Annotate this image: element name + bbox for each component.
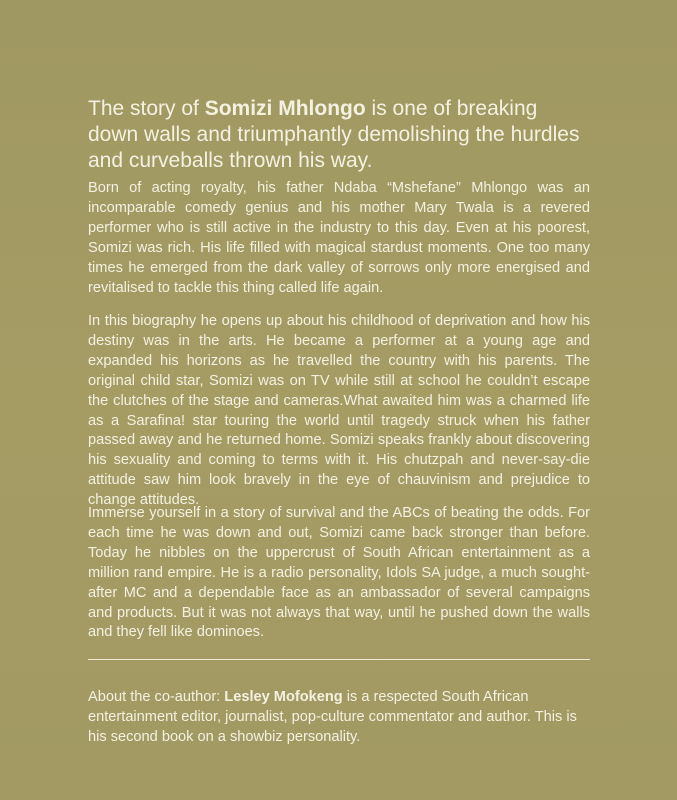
divider-line: [88, 659, 590, 660]
about-rest: is a respected South African entertainment editor, journalist, pop-culture commentator and author. This is his second book on a showbiz personality.: [88, 689, 577, 745]
subject-name: Somizi Mhlongo: [204, 97, 366, 120]
about-co-author: [88, 687, 590, 747]
lead-statement: [88, 96, 588, 174]
co-author-name: Lesley Mofokeng: [224, 689, 343, 705]
blurb-paragraph-3: Immerse yourself in a story of survival and the ABCs of beating the odds. For each time he was down and out, Somizi came back stronger than before. Today he nibbles on the uppercrust of South African entertainment as a million rand empire. He is a radio personality, Idols SA judge, a much sought-after MC and a dependable face as an ambassador of several campaigns and products. But it was not always that way, until he pushed down the walls and they fell like dominoes.: [88, 505, 590, 641]
blurb-paragraph-2: In this biography he opens up about his childhood of deprivation and how his destiny was in the arts. He became a performer at a young age and expanded his horizons as he travelled the country with his parents. The original child star, Somizi was on TV while still at school he couldn’t escape the clutches of the stage and cameras.What awaited him was a charmed life as a Sarafina! star touring the world until tragedy struck when his father passed away and he returned home. Somizi speaks frankly about discovering his sexuality and coming to terms with it. His chutzpah and never-say-die attitude saw him look bravely in the eye of chauvinism and prejudice to change attitudes.: [88, 313, 590, 509]
blurb-paragraph-1: Born of acting royalty, his father Ndaba “Mshefane” Mhlongo was an incomparable comedy genius and his mother Mary Twala is a revered performer who is still active in the industry to this day. Even at his poorest, Somizi was rich. His life filled with magical stardust moments. One too many times he emerged from the dark valley of sorrows only more energised and revitalised to tackle this thing called life again.: [88, 180, 590, 296]
lead-rest: is one of breaking down walls and triumphantly demolishing the hurdles and curveballs thrown his way.: [88, 97, 580, 172]
about-prefix: About the co-author:: [88, 689, 225, 705]
lead-prefix: The story of: [88, 97, 205, 120]
